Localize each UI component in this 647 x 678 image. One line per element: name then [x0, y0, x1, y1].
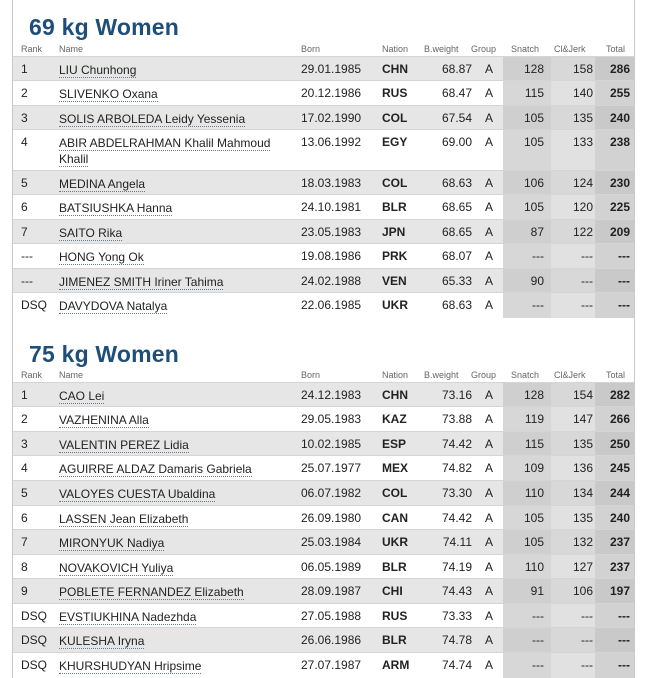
- born-cell: 10.02.1985: [301, 437, 362, 451]
- nation-cell: BLR: [382, 560, 407, 574]
- table-row: [13, 627, 634, 653]
- bodyweight-cell: 68.47: [441, 86, 472, 100]
- total-cell: ---: [618, 633, 630, 647]
- snatch-cell: 106: [523, 176, 544, 190]
- athlete-name-link[interactable]: KHURSHUDYAN Hripsime: [59, 659, 202, 673]
- snatch-cell: ---: [532, 298, 544, 312]
- column-header-rank: Rank: [21, 370, 43, 380]
- column-header-total: Total: [606, 370, 626, 380]
- total-cell: 266: [609, 412, 630, 426]
- athlete-name-link[interactable]: MEDINA Angela: [59, 177, 146, 191]
- table-row: [13, 455, 634, 481]
- group-cell: A: [484, 298, 493, 312]
- total-cell: ---: [618, 274, 630, 288]
- column-header-row: [13, 369, 634, 382]
- rank-cell: 6: [21, 200, 28, 214]
- athlete-name-cell: [59, 249, 284, 265]
- rank-cell: ---: [21, 274, 33, 288]
- snatch-cell: 105: [523, 535, 544, 549]
- born-cell: 29.05.1983: [301, 412, 362, 426]
- table-row: [13, 578, 634, 604]
- column-header-snatch: Snatch: [511, 370, 540, 380]
- athlete-name-link[interactable]: VALOYES CUESTA Ubaldina: [59, 487, 216, 501]
- total-cell: 250: [609, 437, 630, 451]
- nation-cell: RUS: [382, 86, 408, 100]
- total-cell: 245: [609, 461, 630, 475]
- athlete-name-link[interactable]: SAITO Rika: [59, 226, 123, 240]
- athlete-name-cell: [59, 486, 284, 502]
- athlete-name-cell: [59, 225, 284, 241]
- clean-jerk-cell: ---: [581, 298, 593, 312]
- athlete-name-cell: [59, 511, 284, 527]
- rank-cell: DSQ: [21, 633, 48, 647]
- nation-cell: UKR: [382, 535, 408, 549]
- clean-jerk-cell: 135: [572, 511, 593, 525]
- group-cell: A: [484, 388, 493, 402]
- snatch-cell: 91: [530, 584, 544, 598]
- athlete-name-cell: [59, 560, 284, 576]
- born-cell: 19.08.1986: [301, 249, 362, 263]
- clean-jerk-cell: 127: [572, 560, 593, 574]
- athlete-name-link[interactable]: CAO Lei: [59, 389, 105, 403]
- clean-jerk-cell: 140: [572, 86, 593, 100]
- table-row: [13, 406, 634, 432]
- athlete-name-link[interactable]: DAVYDOVA Natalya: [59, 299, 168, 313]
- clean-jerk-cell: 147: [572, 412, 593, 426]
- total-cell: 237: [609, 560, 630, 574]
- bodyweight-cell: 68.87: [441, 62, 472, 76]
- nation-cell: BLR: [382, 200, 407, 214]
- snatch-cell: 110: [524, 486, 544, 500]
- athlete-name-cell: [59, 176, 284, 192]
- clean-jerk-cell: ---: [581, 249, 593, 263]
- group-cell: A: [484, 86, 493, 100]
- athlete-name-cell: [59, 609, 284, 625]
- clean-jerk-cell: 136: [572, 461, 593, 475]
- athlete-name-link[interactable]: SLIVENKO Oxana: [59, 87, 158, 101]
- total-cell: 209: [609, 225, 630, 239]
- snatch-cell: ---: [532, 658, 544, 672]
- column-header-rank: Rank: [21, 44, 43, 54]
- total-cell: 240: [609, 511, 630, 525]
- total-cell: ---: [618, 658, 630, 672]
- group-cell: A: [484, 274, 493, 288]
- athlete-name-link[interactable]: JIMENEZ SMITH Iriner Tahima: [59, 275, 224, 289]
- bodyweight-cell: 74.19: [441, 560, 472, 574]
- group-cell: A: [484, 658, 493, 672]
- born-cell: 20.12.1986: [301, 86, 362, 100]
- clean-jerk-cell: 135: [572, 437, 593, 451]
- snatch-cell: 105: [523, 111, 544, 125]
- total-cell: ---: [618, 609, 630, 623]
- athlete-name-link[interactable]: EVSTIUKHINA Nadezhda: [59, 610, 197, 624]
- table-row: [13, 194, 634, 220]
- group-cell: A: [484, 225, 493, 239]
- snatch-cell: 105: [523, 200, 544, 214]
- column-header-row: [13, 43, 634, 56]
- results-panel: [12, 0, 635, 678]
- born-cell: 26.06.1986: [301, 633, 362, 647]
- nation-cell: COL: [382, 176, 408, 190]
- total-cell: 237: [609, 535, 630, 549]
- table-row: [13, 529, 634, 555]
- bodyweight-cell: 74.11: [442, 535, 472, 549]
- athlete-name-link[interactable]: AGUIRRE ALDAZ Damaris Gabriela: [59, 462, 252, 476]
- total-cell: ---: [618, 298, 630, 312]
- snatch-cell: 119: [524, 412, 544, 426]
- rank-cell: 4: [21, 461, 28, 475]
- athlete-name-link[interactable]: HONG Yong Ok: [59, 250, 144, 264]
- bodyweight-cell: 73.33: [441, 609, 472, 623]
- clean-jerk-cell: 124: [572, 176, 593, 190]
- athlete-name-link[interactable]: SOLIS ARBOLEDA Leidy Yessenia: [59, 112, 246, 126]
- total-cell: ---: [618, 249, 630, 263]
- born-cell: 25.07.1977: [301, 461, 362, 475]
- rank-cell: 3: [21, 437, 28, 451]
- rank-cell: DSQ: [21, 658, 48, 672]
- bodyweight-cell: 73.16: [441, 388, 472, 402]
- athlete-name-cell: [59, 658, 284, 674]
- clean-jerk-cell: 154: [572, 388, 593, 402]
- column-header-name: Name: [59, 44, 84, 54]
- born-cell: 23.05.1983: [301, 225, 362, 239]
- rank-cell: 9: [21, 584, 28, 598]
- nation-cell: BLR: [382, 633, 407, 647]
- bodyweight-cell: 74.42: [441, 511, 472, 525]
- nation-cell: CAN: [382, 511, 408, 525]
- bodyweight-cell: 68.65: [441, 225, 472, 239]
- bodyweight-cell: 74.74: [441, 658, 472, 672]
- group-cell: A: [484, 249, 493, 263]
- clean-jerk-cell: 120: [572, 200, 593, 214]
- nation-cell: CHN: [382, 388, 408, 402]
- bodyweight-cell: 68.63: [441, 298, 472, 312]
- total-cell: 282: [609, 388, 630, 402]
- born-cell: 24.12.1983: [301, 388, 362, 402]
- snatch-cell: 128: [523, 62, 544, 76]
- table-row: [13, 431, 634, 456]
- athlete-name-link[interactable]: LIU Chunhong: [59, 63, 137, 77]
- bodyweight-cell: 67.54: [441, 111, 472, 125]
- clean-jerk-cell: 158: [572, 62, 593, 76]
- column-header-cljerk: Cl&Jerk: [554, 44, 586, 54]
- table-row: [13, 268, 634, 293]
- nation-cell: COL: [382, 486, 408, 500]
- bodyweight-cell: 65.33: [441, 274, 472, 288]
- group-cell: A: [484, 111, 493, 125]
- athlete-name-link[interactable]: BATSIUSHKA Hanna: [59, 201, 173, 215]
- nation-cell: CHI: [382, 584, 403, 598]
- athlete-name-cell: [59, 135, 284, 167]
- section-title: 69 kg Women: [29, 14, 180, 40]
- group-cell: A: [484, 511, 493, 525]
- born-cell: 27.07.1987: [301, 658, 362, 672]
- nation-cell: CHN: [382, 62, 408, 76]
- rank-cell: ---: [21, 249, 33, 263]
- group-cell: A: [484, 62, 493, 76]
- nation-cell: ARM: [382, 658, 410, 672]
- snatch-cell: 110: [524, 560, 544, 574]
- athlete-name-link[interactable]: VALENTIN PEREZ Lidia: [59, 438, 189, 452]
- clean-jerk-cell: ---: [581, 658, 593, 672]
- group-cell: A: [484, 535, 493, 549]
- table-row: [13, 652, 634, 678]
- column-header-bweight: B.weight: [424, 370, 459, 380]
- snatch-cell: 87: [530, 225, 544, 239]
- nation-cell: VEN: [382, 274, 407, 288]
- total-cell: 238: [609, 135, 630, 149]
- athlete-name-link[interactable]: ABIR ABDELRAHMAN Khalil Mahmoud Khalil: [59, 136, 271, 166]
- rank-cell: 2: [21, 412, 28, 426]
- column-header-nation: Nation: [382, 370, 409, 380]
- group-cell: A: [484, 412, 493, 426]
- clean-jerk-cell: ---: [581, 274, 593, 288]
- snatch-cell: 109: [523, 461, 544, 475]
- column-header-group: Group: [471, 44, 497, 54]
- clean-jerk-cell: 133: [572, 135, 593, 149]
- group-cell: A: [484, 176, 493, 190]
- nation-cell: COL: [382, 111, 408, 125]
- athlete-name-link[interactable]: LASSEN Jean Elizabeth: [59, 512, 189, 526]
- rank-cell: 3: [21, 111, 28, 125]
- clean-jerk-cell: 132: [572, 535, 593, 549]
- snatch-cell: 105: [523, 135, 544, 149]
- rank-cell: 5: [21, 176, 28, 190]
- section-title: 75 kg Women: [29, 341, 180, 367]
- bodyweight-cell: 74.43: [441, 584, 472, 598]
- bodyweight-cell: 74.82: [441, 461, 472, 475]
- clean-jerk-cell: ---: [581, 633, 593, 647]
- group-cell: A: [484, 135, 493, 149]
- born-cell: 28.09.1987: [301, 584, 362, 598]
- athlete-name-cell: [59, 274, 284, 290]
- nation-cell: RUS: [382, 609, 408, 623]
- nation-cell: MEX: [382, 461, 409, 475]
- table-row: [13, 170, 634, 195]
- clean-jerk-cell: 122: [572, 225, 593, 239]
- born-cell: 13.06.1992: [301, 135, 362, 149]
- nation-cell: KAZ: [382, 412, 407, 426]
- bodyweight-cell: 74.78: [441, 633, 472, 647]
- snatch-cell: ---: [532, 609, 544, 623]
- clean-jerk-cell: 134: [572, 486, 593, 500]
- snatch-cell: 105: [523, 511, 544, 525]
- rank-cell: 5: [21, 486, 28, 500]
- total-cell: 255: [609, 86, 630, 100]
- rank-cell: 8: [21, 560, 28, 574]
- born-cell: 06.05.1989: [301, 560, 362, 574]
- snatch-cell: 115: [524, 86, 544, 100]
- table-row: [13, 105, 634, 130]
- rank-cell: DSQ: [21, 298, 48, 312]
- athlete-name-cell: [59, 298, 284, 314]
- nation-cell: PRK: [382, 249, 408, 263]
- total-cell: 244: [609, 486, 630, 500]
- snatch-cell: 128: [523, 388, 544, 402]
- column-header-born: Born: [301, 370, 321, 380]
- athlete-name-link[interactable]: MIRONYUK Nadiya: [59, 536, 165, 550]
- column-header-total: Total: [606, 44, 626, 54]
- bodyweight-cell: 73.30: [441, 486, 472, 500]
- athlete-name-cell: [59, 86, 284, 102]
- athlete-name-link[interactable]: NOVAKOVICH Yuliya: [59, 561, 174, 575]
- snatch-cell: 90: [530, 274, 544, 288]
- column-header-nation: Nation: [382, 44, 409, 54]
- snatch-cell: ---: [532, 249, 544, 263]
- group-cell: A: [484, 200, 493, 214]
- nation-cell: EGY: [382, 135, 408, 149]
- born-cell: 06.07.1982: [301, 486, 362, 500]
- total-cell: 197: [609, 584, 630, 598]
- athlete-name-cell: [59, 200, 284, 216]
- born-cell: 22.06.1985: [301, 298, 362, 312]
- nation-cell: UKR: [382, 298, 408, 312]
- table-row: [13, 219, 634, 244]
- clean-jerk-cell: 106: [572, 584, 593, 598]
- table-row: [13, 554, 634, 579]
- table-row: [13, 505, 634, 530]
- table-row: [13, 292, 634, 318]
- rank-cell: 1: [21, 388, 28, 402]
- clean-jerk-cell: ---: [581, 609, 593, 623]
- bodyweight-cell: 68.07: [441, 249, 472, 263]
- rank-cell: 7: [21, 535, 28, 549]
- bodyweight-cell: 69.00: [441, 135, 472, 149]
- born-cell: 24.10.1981: [301, 200, 362, 214]
- group-cell: A: [484, 633, 493, 647]
- athlete-name-link[interactable]: POBLETE FERNANDEZ Elizabeth: [59, 585, 244, 599]
- athlete-name-cell: [59, 584, 284, 600]
- athlete-name-cell: [59, 461, 284, 477]
- rank-cell: 2: [21, 86, 28, 100]
- athlete-name-cell: [59, 437, 284, 453]
- table-row: [13, 129, 634, 171]
- total-cell: 225: [609, 200, 630, 214]
- total-cell: 286: [609, 62, 630, 76]
- athlete-name-cell: [59, 388, 284, 404]
- nation-cell: ESP: [382, 437, 407, 451]
- athlete-name-cell: [59, 535, 284, 551]
- rank-cell: 4: [21, 135, 28, 149]
- bodyweight-cell: 68.65: [441, 200, 472, 214]
- group-cell: A: [484, 609, 493, 623]
- rank-cell: DSQ: [21, 609, 48, 623]
- snatch-cell: ---: [532, 633, 544, 647]
- group-cell: A: [484, 560, 493, 574]
- table-row: [13, 80, 634, 106]
- clean-jerk-cell: 135: [572, 111, 593, 125]
- column-header-group: Group: [471, 370, 497, 380]
- snatch-cell: 115: [524, 437, 544, 451]
- column-header-bweight: B.weight: [424, 44, 459, 54]
- bodyweight-cell: 68.63: [441, 176, 472, 190]
- column-header-cljerk: Cl&Jerk: [554, 370, 586, 380]
- bodyweight-cell: 73.88: [441, 412, 472, 426]
- born-cell: 27.05.1988: [301, 609, 362, 623]
- total-cell: 240: [609, 111, 630, 125]
- rank-cell: 6: [21, 511, 28, 525]
- born-cell: 24.02.1988: [301, 274, 362, 288]
- athlete-name-cell: [59, 412, 284, 428]
- bodyweight-cell: 74.42: [441, 437, 472, 451]
- column-header-born: Born: [301, 44, 321, 54]
- born-cell: 17.02.1990: [301, 111, 362, 125]
- column-header-name: Name: [59, 370, 84, 380]
- group-cell: A: [484, 461, 493, 475]
- born-cell: 25.03.1984: [301, 535, 362, 549]
- athlete-name-cell: [59, 62, 284, 78]
- group-cell: A: [484, 437, 493, 451]
- total-cell: 230: [609, 176, 630, 190]
- rank-cell: 7: [21, 225, 28, 239]
- athlete-name-link[interactable]: VAZHENINA Alla: [59, 413, 149, 427]
- table-row: [13, 480, 634, 506]
- rank-cell: 1: [21, 62, 28, 76]
- born-cell: 29.01.1985: [301, 62, 362, 76]
- born-cell: 26.09.1980: [301, 511, 362, 525]
- table-row: [13, 603, 634, 628]
- column-header-snatch: Snatch: [511, 44, 540, 54]
- athlete-name-link[interactable]: KULESHA Iryna: [59, 634, 145, 648]
- table-row: [13, 243, 634, 269]
- nation-cell: JPN: [382, 225, 406, 239]
- born-cell: 18.03.1983: [301, 176, 362, 190]
- athlete-name-cell: [59, 111, 284, 127]
- table-row: [13, 56, 634, 81]
- athlete-name-cell: [59, 633, 284, 649]
- group-cell: A: [484, 486, 493, 500]
- table-row: [13, 382, 634, 407]
- group-cell: A: [484, 584, 493, 598]
